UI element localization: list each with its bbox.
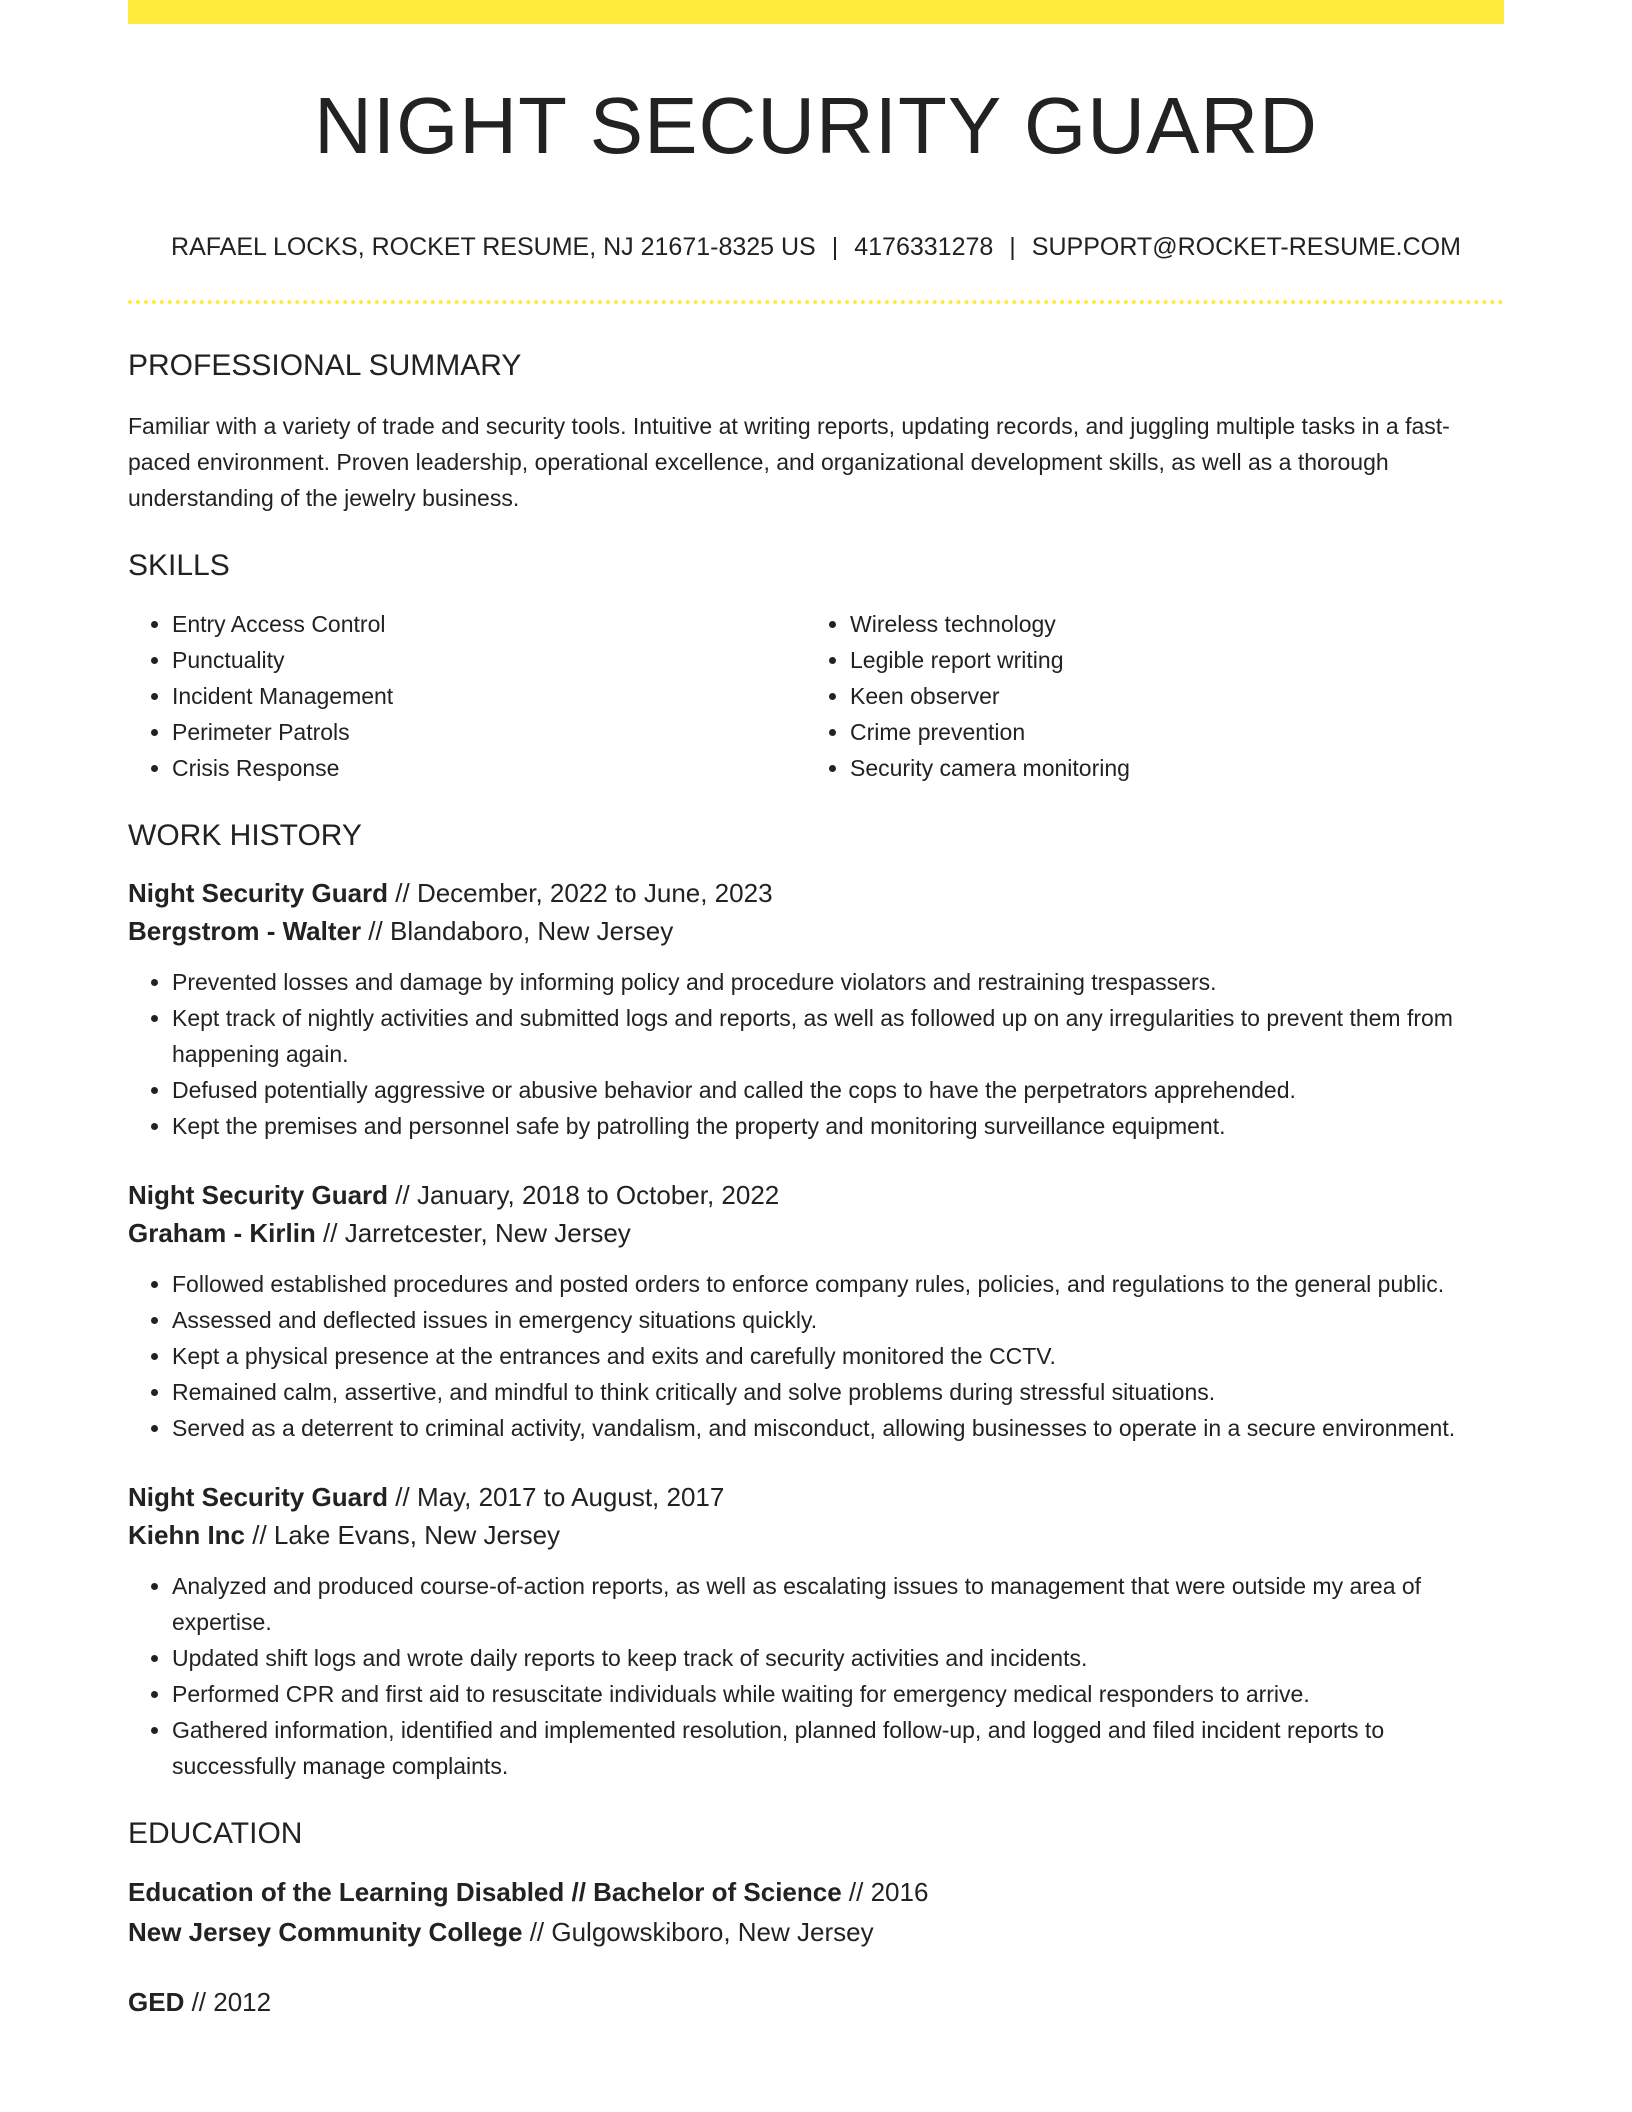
skill-item: • Legible report writing <box>850 642 1484 678</box>
education-school: New Jersey Community College <box>128 1917 523 1947</box>
job-bullet: • Kept track of nightly activities and submitted logs and reports, as well as followed up on any irregularities to prevent them from happening again. <box>172 1000 1504 1072</box>
job-bullet: • Kept the premises and personnel safe by patrolling the property and monitoring surveillance equipment. <box>172 1108 1504 1144</box>
job-bullets <box>128 1568 1504 1784</box>
resume-title: NIGHT SECURITY GUARD <box>314 81 1318 170</box>
education-degree-line <box>128 1982 1504 2022</box>
skills-column-left <box>128 606 806 786</box>
job-bullet: • Analyzed and produced course-of-action reports, as well as escalating issues to management that were outside my area of expertise. <box>172 1568 1504 1640</box>
education-year: // 2012 <box>184 1987 272 2017</box>
job-company: Graham - Kirlin <box>128 1218 316 1248</box>
job-title: Night Security Guard <box>128 1482 389 1512</box>
contact-separator: | <box>831 233 839 261</box>
job-entry <box>128 1478 1504 1784</box>
job-bullet: • Kept a physical presence at the entrances and exits and carefully monitored the CCTV. <box>172 1338 1504 1374</box>
dotted-divider <box>128 300 1504 304</box>
summary-text: Familiar with a variety of trade and security tools. Intuitive at writing reports, updating records, and juggling multiple tasks in a fast-paced environment. Proven leadership, operational excellence, and organizational development skills, as well as a thorough understanding of the jewelry business. <box>128 413 1450 511</box>
education-location: // Gulgowskiboro, New Jersey <box>522 1917 874 1947</box>
skill-item: • Perimeter Patrols <box>172 714 806 750</box>
job-entry <box>128 874 1504 1144</box>
job-bullet: • Defused potentially aggressive or abusive behavior and called the cops to have the perpetrators apprehended. <box>172 1072 1504 1108</box>
education-heading: EDUCATION <box>128 1817 303 1850</box>
skills-list <box>128 606 1504 786</box>
contact-email: SUPPORT@ROCKET-RESUME.COM <box>1031 233 1461 261</box>
contact-separator: | <box>1009 233 1016 261</box>
job-bullets <box>128 1266 1504 1446</box>
job-title-line <box>128 874 1504 912</box>
education-school-line <box>128 1912 1504 1952</box>
job-location: // Blandaboro, New Jersey <box>361 916 674 946</box>
job-bullet: • Served as a deterrent to criminal activity, vandalism, and misconduct, allowing businesses to operate in a secure environment. <box>172 1410 1504 1446</box>
education-entry <box>128 1982 1504 2022</box>
skill-item: • Wireless technology <box>850 606 1484 642</box>
skill-item: • Crisis Response <box>172 750 806 786</box>
job-title: Night Security Guard <box>128 878 389 908</box>
skill-item: • Security camera monitoring <box>850 750 1484 786</box>
resume-page <box>128 0 1504 2022</box>
accent-top-bar <box>128 0 1504 24</box>
job-bullet: • Performed CPR and first aid to resuscitate individuals while waiting for emergency medical responders to arrive. <box>172 1676 1504 1712</box>
skill-item: • Crime prevention <box>850 714 1484 750</box>
education-entry <box>128 1872 1504 1952</box>
education-year: // 2016 <box>841 1877 929 1907</box>
job-company: Bergstrom - Walter <box>128 916 362 946</box>
job-title-line <box>128 1176 1504 1214</box>
job-bullet: • Followed established procedures and posted orders to enforce company rules, policies, and regulations to the general public. <box>172 1266 1504 1302</box>
job-location: // Jarretcester, New Jersey <box>315 1218 631 1248</box>
job-entry <box>128 1176 1504 1446</box>
job-company-line <box>128 1214 1504 1252</box>
job-bullet: • Prevented losses and damage by informing policy and procedure violators and restraining trespassers. <box>172 964 1504 1000</box>
work-history-heading: WORK HISTORY <box>128 819 362 852</box>
skills-heading: SKILLS <box>128 549 230 582</box>
contact-address: RAFAEL LOCKS, ROCKET RESUME, NJ 21671-8325 US <box>171 233 816 261</box>
job-dates: // December, 2022 to June, 2023 <box>388 878 773 908</box>
job-title-line <box>128 1478 1504 1516</box>
skill-item: • Incident Management <box>172 678 806 714</box>
summary-heading: PROFESSIONAL SUMMARY <box>128 349 522 382</box>
job-dates: // May, 2017 to August, 2017 <box>388 1482 725 1512</box>
job-title: Night Security Guard <box>128 1180 389 1210</box>
job-bullet: • Gathered information, identified and implemented resolution, planned follow-up, and logged and filed incident reports to successfully manage complaints. <box>172 1712 1504 1784</box>
job-bullets <box>128 964 1504 1144</box>
skills-column-right <box>806 606 1484 786</box>
job-company-line <box>128 912 1504 950</box>
job-bullet: • Updated shift logs and wrote daily reports to keep track of security activities and incidents. <box>172 1640 1504 1676</box>
job-location: // Lake Evans, New Jersey <box>245 1520 561 1550</box>
skill-item: • Entry Access Control <box>172 606 806 642</box>
skill-item: • Punctuality <box>172 642 806 678</box>
education-degree: Education of the Learning Disabled // Bachelor of Science <box>128 1877 842 1907</box>
education-degree: GED <box>128 1987 185 2017</box>
job-bullet: • Remained calm, assertive, and mindful to think critically and solve problems during stressful situations. <box>172 1374 1504 1410</box>
job-company: Kiehn Inc <box>128 1520 246 1550</box>
job-dates: // January, 2018 to October, 2022 <box>388 1180 780 1210</box>
contact-line <box>128 232 1504 262</box>
education-degree-line <box>128 1872 1504 1912</box>
contact-phone: 4176331278 <box>854 233 994 261</box>
job-bullet: • Assessed and deflected issues in emergency situations quickly. <box>172 1302 1504 1338</box>
job-company-line <box>128 1516 1504 1554</box>
skill-item: • Keen observer <box>850 678 1484 714</box>
